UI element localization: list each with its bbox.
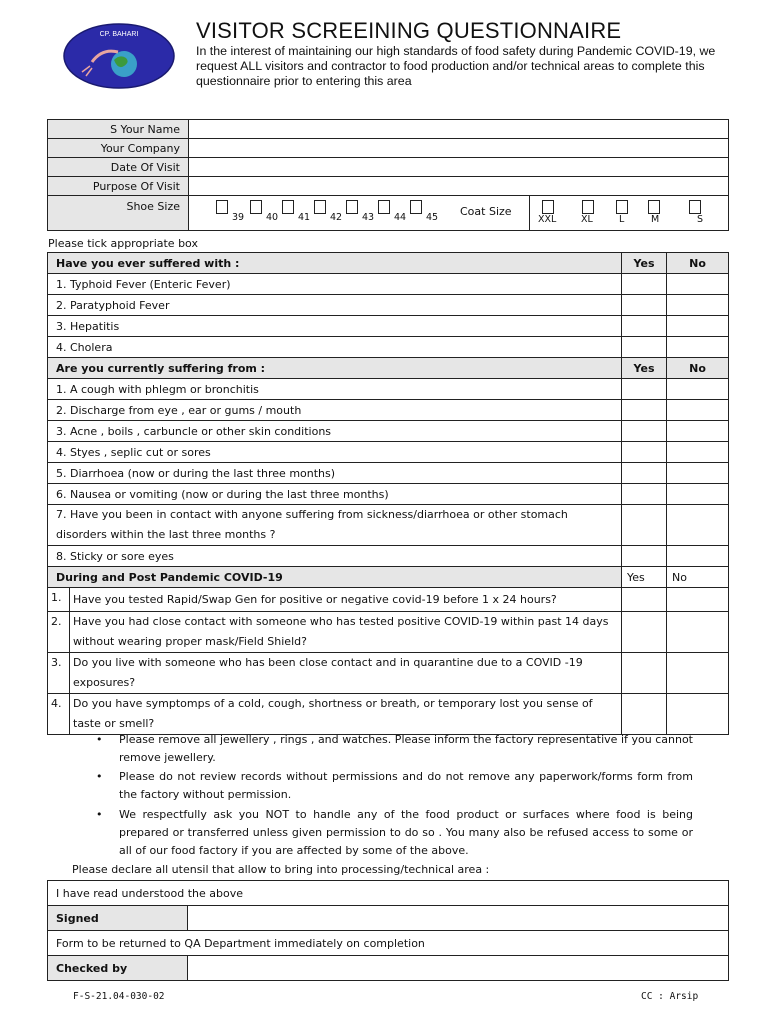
note-text: We respectfully ask you NOT to handle any of the food product or surfaces where food is being prepared or transferred unless given permission to do so . You many also be refused access to some or all of our food factory if you are affected by some of the above. [119,808,693,857]
shoe-size-label: 39 [232,212,245,223]
question-number: 4. [48,694,70,735]
question-text: Have you had close contact with someone who has tested positive COVID-19 within past 14 days without wearing proper mask/Field Shield? [70,612,622,653]
name-label: S Your Name [48,120,189,139]
coat-size-label: XXL [538,214,557,225]
question-text: 4. Cholera [48,337,622,358]
shoe-39-checkbox[interactable] [216,200,228,214]
question-text: 3. Acne , boils , carbuncle or other skin conditions [48,421,622,442]
coat-size-label: M [651,214,660,225]
no-box[interactable] [667,274,729,295]
coat-l-checkbox[interactable] [616,200,628,214]
bullet-icon: • [96,808,103,821]
signed-field[interactable] [188,906,729,931]
checked-by-field[interactable] [188,956,729,981]
checked-by-label: Checked by [48,956,188,981]
note-text: Please do not review records without permissions and do not remove any paperwork/forms form from the factory without permission. [119,770,693,801]
question-text: 1. Typhoid Fever (Enteric Fever) [48,274,622,295]
no-box[interactable] [667,379,729,400]
shoe-size-label: 40 [266,212,279,223]
read-statement: I have read understood the above [48,881,729,906]
no-box[interactable] [667,295,729,316]
shoe-42-checkbox[interactable] [314,200,326,214]
question-text: 3. Hepatitis [48,316,622,337]
coat-divider [529,195,530,231]
yes-box[interactable] [622,505,667,546]
declare-instruction: Please declare all utensil that allow to bring into processing/technical area : [72,863,490,876]
question-text: Have you tested Rapid/Swap Gen for positive or negative covid-19 before 1 x 24 hours? [70,588,622,612]
shoe-45-checkbox[interactable] [410,200,422,214]
shoe-43-checkbox[interactable] [346,200,358,214]
shoe-41-checkbox[interactable] [282,200,294,214]
shoe-size-label: 41 [298,212,311,223]
size-options-cell [189,196,729,231]
purpose-field[interactable] [189,177,729,196]
no-box[interactable] [667,442,729,463]
company-logo [62,22,177,90]
yes-box[interactable] [622,484,667,505]
shoe-size-label: 44 [394,212,407,223]
no-box[interactable] [667,484,729,505]
yes-box[interactable] [622,337,667,358]
no-box[interactable] [667,316,729,337]
page-title: VISITOR SCREEINING QUESTIONNAIRE [196,18,622,43]
question-text: 5. Diarrhoea (now or during the last three months) [48,463,622,484]
section-heading: Have you ever suffered with : [48,253,622,274]
yes-header: Yes [622,567,667,588]
yes-header: Yes [622,253,667,274]
no-box[interactable] [667,546,729,567]
visitor-info-table [47,119,729,231]
yes-header: Yes [622,358,667,379]
bullet-icon: • [96,770,103,783]
yes-box[interactable] [622,612,667,653]
shoe-size-label: Shoe Size [48,196,189,231]
yes-box[interactable] [622,274,667,295]
question-number: 2. [48,612,70,653]
yes-box[interactable] [622,442,667,463]
shoe-size-label: 45 [426,212,439,223]
no-box[interactable] [667,505,729,546]
yes-box[interactable] [622,463,667,484]
name-field[interactable] [189,120,729,139]
yes-box[interactable] [622,694,667,735]
no-box[interactable] [667,400,729,421]
coat-size-label: L [619,214,625,225]
tick-instruction: Please tick appropriate box [48,237,198,250]
no-box[interactable] [667,463,729,484]
shoe-44-checkbox[interactable] [378,200,390,214]
no-box[interactable] [667,588,729,612]
question-text: Do you live with someone who has been close contact and in quarantine due to a COVID -19 exposures? [70,653,622,694]
yes-box[interactable] [622,546,667,567]
cc-note: CC : Arsip [641,991,699,1002]
question-text: 1. A cough with phlegm or bronchitis [48,379,622,400]
shoe-40-checkbox[interactable] [250,200,262,214]
question-text: 7. Have you been in contact with anyone suffering from sickness/diarrhoea or other stomach disorders within the last three months ? [48,505,622,546]
yes-box[interactable] [622,379,667,400]
no-header: No [667,567,729,588]
yes-box[interactable] [622,653,667,694]
coat-m-checkbox[interactable] [648,200,660,214]
yes-box[interactable] [622,295,667,316]
signoff-table [47,880,729,981]
coat-size-label: XL [581,214,593,225]
coat-xl-checkbox[interactable] [582,200,594,214]
question-text: Do you have symptomps of a cold, cough, shortness or breath, or temporary lost you sense of taste or smell? [70,694,622,735]
company-label: Your Company [48,139,189,158]
question-text: 8. Sticky or sore eyes [48,546,622,567]
company-field[interactable] [189,139,729,158]
coat-size-label: Coat Size [460,205,512,218]
no-box[interactable] [667,653,729,694]
yes-box[interactable] [622,588,667,612]
shoe-size-label: 43 [362,212,375,223]
purpose-label: Purpose Of Visit [48,177,189,196]
question-number: 3. [48,653,70,694]
logo-text: CP. BAHARI [99,31,139,38]
no-header: No [667,253,729,274]
shoe-size-label: 42 [330,212,343,223]
question-text: 6. Nausea or vomiting (now or during the last three months) [48,484,622,505]
no-header: No [667,358,729,379]
no-box[interactable] [667,694,729,735]
question-number: 1. [48,588,70,612]
yes-box[interactable] [622,316,667,337]
question-text: 4. Styes , seplic cut or sores [48,442,622,463]
no-box[interactable] [667,421,729,442]
no-box[interactable] [667,612,729,653]
yes-box[interactable] [622,421,667,442]
bullet-icon: • [96,733,103,746]
signed-label: Signed [48,906,188,931]
form-code: F-S-21.04-030-02 [73,991,165,1002]
date-field[interactable] [189,158,729,177]
yes-box[interactable] [622,400,667,421]
coat-size-label: S [697,214,704,225]
coat-xxl-checkbox[interactable] [542,200,554,214]
date-label: Date Of Visit [48,158,189,177]
intro-paragraph: In the interest of maintaining our high standards of food safety during Pandemic COVID-19, we request ALL visitors and contractor to food production and/or technical areas to complete this questionnaire prior to entering this area [196,44,716,88]
return-statement: Form to be returned to QA Department immediately on completion [48,931,729,956]
no-box[interactable] [667,337,729,358]
coat-s-checkbox[interactable] [689,200,701,214]
question-text: 2. Paratyphoid Fever [48,295,622,316]
health-questionnaire-table [47,252,729,735]
note-text: Please remove all jewellery , rings , and watches. Please inform the factory representative if you cannot remove jewellery. [119,733,693,764]
question-text: 2. Discharge from eye , ear or gums / mouth [48,400,622,421]
section-heading: Are you currently suffering from : [48,358,622,379]
section-heading: During and Post Pandemic COVID-19 [48,567,622,588]
